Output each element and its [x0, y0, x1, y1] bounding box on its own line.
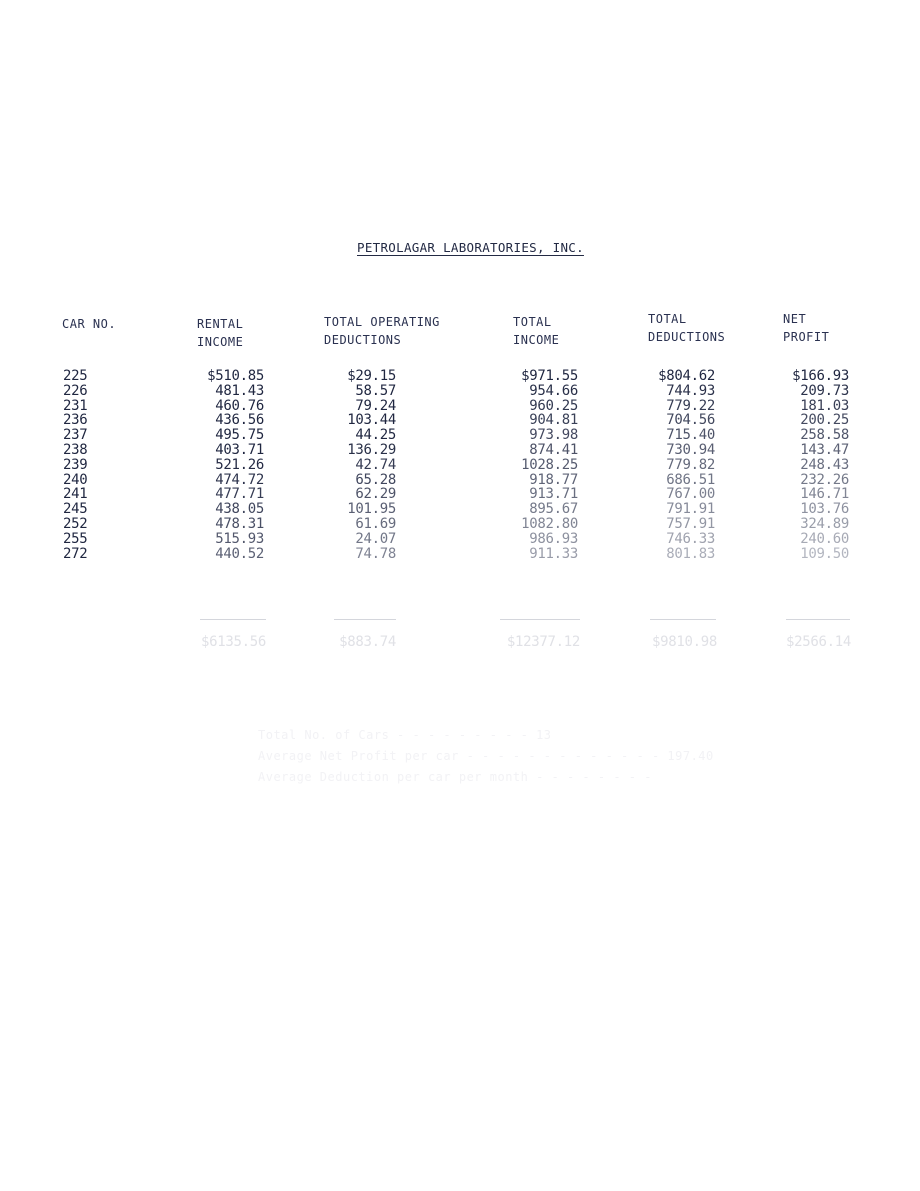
table-cell-profit: 232.26: [800, 471, 849, 488]
table-cell-opded: 79.24: [355, 397, 396, 414]
table-cell-deductions: 704.56: [666, 412, 715, 429]
footer-line-avg-net-profit: Average Net Profit per car - - - - - - - - - - - - - 197.40: [258, 749, 714, 763]
total-deductions: $9810.98: [651, 634, 717, 650]
total-income: $12377.12: [506, 634, 580, 650]
table-cell-deductions: 746.33: [666, 530, 715, 547]
column-car-no: [63, 369, 113, 561]
table-cell-profit: 258.58: [800, 427, 849, 444]
table-cell-deductions: 779.22: [666, 397, 715, 414]
table-cell-deductions: $804.62: [658, 368, 715, 384]
table-cell-income: 904.81: [529, 412, 578, 429]
header-total-income: TOTAL INCOME: [513, 315, 560, 347]
table-cell-rental: 438.05: [215, 501, 264, 518]
table-cell-profit: 209.73: [800, 382, 849, 399]
table-cell-profit: 324.89: [800, 515, 849, 532]
table-cell-car: 255: [63, 530, 88, 547]
table-cell-deductions: 730.94: [666, 441, 715, 458]
table-cell-profit: 181.03: [800, 397, 849, 414]
table-cell-income: $971.55: [521, 368, 578, 384]
table-cell-rental: 474.72: [215, 471, 264, 488]
table-cell-rental: 515.93: [215, 530, 264, 547]
table-cell-rental: 477.71: [215, 486, 264, 503]
total-operating-deductions: $883.74: [339, 634, 396, 650]
table-cell-rental: 460.76: [215, 397, 264, 414]
table-cell-income: 960.25: [529, 397, 578, 414]
table-cell-car: 226: [63, 382, 88, 399]
table-cell-car: 225: [63, 368, 88, 384]
table-cell-opded: 136.29: [347, 441, 396, 458]
column-rental-income: [190, 369, 264, 561]
column-total-income: [492, 369, 578, 561]
footer-line-total-cars: Total No. of Cars - - - - - - - - - 13: [258, 728, 552, 742]
table-cell-deductions: 791.91: [666, 501, 715, 518]
table-cell-deductions: 779.82: [666, 456, 715, 473]
table-cell-income: 954.66: [529, 382, 578, 399]
table-cell-rental: 495.75: [215, 427, 264, 444]
header-car-no: CAR NO.: [62, 317, 117, 331]
table-cell-profit: 248.43: [800, 456, 849, 473]
header-total-deductions: TOTAL DEDUCTIONS: [648, 312, 726, 344]
table-cell-opded: 101.95: [347, 501, 396, 518]
table-cell-income: 895.67: [529, 501, 578, 518]
table-cell-opded: $29.15: [347, 368, 396, 384]
table-cell-rental: 403.71: [215, 441, 264, 458]
table-cell-car: 239: [63, 456, 88, 473]
header-rental-income: RENTAL INCOME: [197, 317, 244, 349]
footer-line-avg-deduction: Average Deduction per car per month - - - - - - - -: [258, 770, 652, 784]
table-cell-car: 238: [63, 441, 88, 458]
document-title: PETROLAGAR LABORATORIES, INC.: [357, 240, 584, 255]
table-cell-deductions: 686.51: [666, 471, 715, 488]
header-total-operating-deductions: TOTAL OPERATING DEDUCTIONS: [324, 315, 440, 347]
column-total-operating-deductions: [320, 369, 396, 561]
table-cell-opded: 44.25: [355, 427, 396, 444]
table-cell-income: 911.33: [529, 545, 578, 562]
table-cell-car: 252: [63, 515, 88, 532]
table-cell-deductions: 744.93: [666, 382, 715, 399]
table-cell-rental: 521.26: [215, 456, 264, 473]
table-cell-profit: 200.25: [800, 412, 849, 429]
table-cell-car: 236: [63, 412, 88, 429]
header-net-profit: NET PROFIT: [783, 312, 830, 344]
table-cell-deductions: 715.40: [666, 427, 715, 444]
table-cell-opded: 58.57: [355, 382, 396, 399]
table-cell-income: 1082.80: [521, 515, 578, 532]
table-cell-profit: 103.76: [800, 501, 849, 518]
total-rule-profit: [786, 619, 850, 620]
table-cell-income: 918.77: [529, 471, 578, 488]
table-cell-opded: 24.07: [355, 530, 396, 547]
table-cell-opded: 103.44: [347, 412, 396, 429]
table-cell-income: 973.98: [529, 427, 578, 444]
table-cell-car: 240: [63, 471, 88, 488]
table-cell-opded: 62.29: [355, 486, 396, 503]
table-cell-income: 874.41: [529, 441, 578, 458]
table-cell-opded: 74.78: [355, 545, 396, 562]
column-net-profit: [775, 369, 849, 561]
table-cell-rental: 481.43: [215, 382, 264, 399]
table-cell-car: 272: [63, 545, 88, 562]
total-rule-rental: [200, 619, 266, 620]
total-net-profit: $2566.14: [785, 634, 851, 650]
total-rule-opded: [334, 619, 396, 620]
table-cell-rental: 436.56: [215, 412, 264, 429]
table-cell-income: 913.71: [529, 486, 578, 503]
table-cell-profit: $166.93: [792, 368, 849, 384]
table-cell-rental: 478.31: [215, 515, 264, 532]
table-cell-deductions: 801.83: [666, 545, 715, 562]
table-cell-opded: 42.74: [355, 456, 396, 473]
table-cell-deductions: 767.00: [666, 486, 715, 503]
table-cell-car: 231: [63, 397, 88, 414]
table-cell-deductions: 757.91: [666, 515, 715, 532]
table-cell-car: 241: [63, 486, 88, 503]
table-cell-profit: 240.60: [800, 530, 849, 547]
table-cell-car: 237: [63, 427, 88, 444]
table-cell-rental: $510.85: [207, 368, 264, 384]
total-rental-income: $6135.56: [200, 634, 266, 650]
table-cell-profit: 143.47: [800, 441, 849, 458]
column-total-deductions: [635, 369, 715, 561]
table-cell-profit: 146.71: [800, 486, 849, 503]
table-cell-car: 245: [63, 501, 88, 518]
table-cell-income: 1028.25: [521, 456, 578, 473]
table-cell-income: 986.93: [529, 530, 578, 547]
table-cell-opded: 65.28: [355, 471, 396, 488]
total-rule-deductions: [650, 619, 716, 620]
table-cell-rental: 440.52: [215, 545, 264, 562]
table-cell-profit: 109.50: [800, 545, 849, 562]
table-cell-opded: 61.69: [355, 515, 396, 532]
total-rule-income: [500, 619, 580, 620]
